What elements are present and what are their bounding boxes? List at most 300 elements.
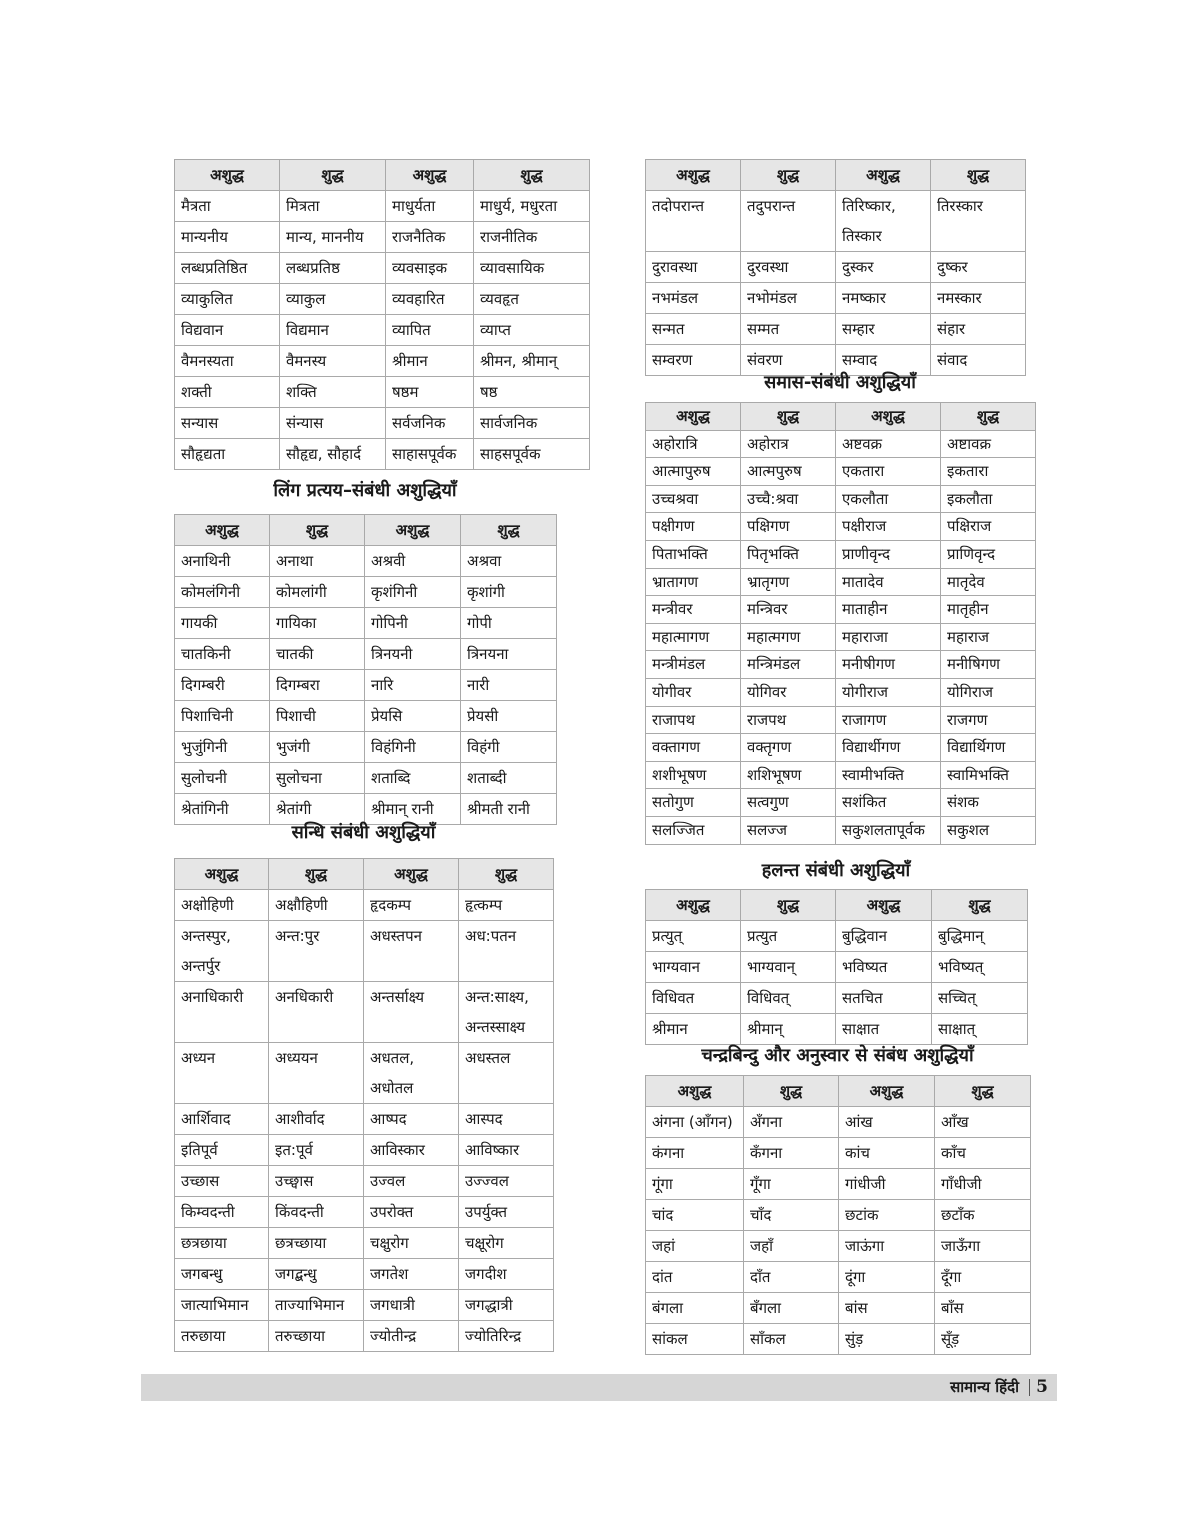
- table-row: [175, 1197, 554, 1228]
- table-cell: सलज्जित: [646, 816, 741, 844]
- column-header: शुद्ध: [461, 515, 557, 546]
- table-cell: श्रेतांगिनी: [175, 794, 270, 825]
- table-cell: अनाथिनी: [175, 546, 270, 577]
- table-cell: महात्मागण: [646, 623, 741, 651]
- table-cell: विद्यार्थिगण: [941, 734, 1036, 762]
- table-cell: अन्त:पुर: [269, 921, 364, 982]
- table-cell: इत:पूर्व: [269, 1135, 364, 1166]
- table-cell: एकतारा: [836, 458, 941, 486]
- table-cell: उच्छास: [175, 1166, 269, 1197]
- table-cell: भ्रातृगण: [741, 568, 836, 596]
- column-header: अशुद्ध: [175, 160, 280, 191]
- table-cell: काँच: [935, 1138, 1031, 1169]
- table-cell: उच्चै:श्रवा: [741, 485, 836, 513]
- table-header-row: [646, 1076, 1031, 1107]
- table-cell: दुरावस्था: [646, 252, 741, 283]
- column-header: शुद्ध: [744, 1076, 839, 1107]
- table-row: [175, 1259, 554, 1290]
- footer-subject: सामान्य हिंदी: [950, 1378, 1019, 1396]
- table-row: [646, 458, 1036, 486]
- column-header: शुद्ध: [741, 403, 836, 431]
- table-cell: बांस: [839, 1293, 935, 1324]
- table-row: [646, 651, 1036, 679]
- table-cell: बुद्धिवान: [836, 921, 932, 952]
- table-cell: उपर्युक्त: [459, 1197, 554, 1228]
- column-header: शुद्ध: [935, 1076, 1031, 1107]
- table-row: [175, 982, 554, 1043]
- table-row: [646, 921, 1028, 952]
- column-header: अशुद्ध: [646, 890, 741, 921]
- table-cell: सम्हार: [836, 314, 931, 345]
- table-cell: छत्रछाया: [175, 1228, 269, 1259]
- table-row: [175, 577, 557, 608]
- table-cell: जात्याभिमान: [175, 1290, 269, 1321]
- column-header: अशुद्ध: [646, 403, 741, 431]
- table-cell: व्यवहृत: [474, 284, 590, 315]
- table-cell: तरुछाया: [175, 1321, 269, 1352]
- table-cell: पक्षिराज: [941, 513, 1036, 541]
- table-cell: अधस्तपन: [364, 921, 459, 982]
- table-cell: संवाद: [931, 345, 1026, 376]
- table-cell: कृशंगिनी: [365, 577, 461, 608]
- table-cell: मन्त्रिवर: [741, 596, 836, 624]
- table-cell: अधस्तल: [459, 1043, 554, 1104]
- table-cell: एकलौता: [836, 485, 941, 513]
- column-header: शुद्ध: [280, 160, 386, 191]
- table-cell: लब्धप्रतिष्ठ: [280, 253, 386, 284]
- table-cell: जगदीश: [459, 1259, 554, 1290]
- table-row: [175, 222, 590, 253]
- table-cell: तदोपरान्त: [646, 191, 741, 252]
- table-row: [175, 701, 557, 732]
- table-cell: अनाथा: [270, 546, 365, 577]
- table-cell: दूंगा: [839, 1262, 935, 1293]
- column-header: अशुद्ध: [364, 859, 459, 890]
- table-cell: श्रीमन, श्रीमान्: [474, 346, 590, 377]
- table-cell: सम्वाद: [836, 345, 931, 376]
- table-cell: कांच: [839, 1138, 935, 1169]
- table-cell: योगीराज: [836, 678, 941, 706]
- table-row: [175, 1166, 554, 1197]
- table-row: [646, 706, 1036, 734]
- table-cell: अनाधिकारी: [175, 982, 269, 1043]
- column-header: अशुद्ध: [836, 890, 932, 921]
- table-cell: ज्योतिरिन्द्र: [459, 1321, 554, 1352]
- table-cell: पक्षीगण: [646, 513, 741, 541]
- table-cell: अष्टावक्र: [941, 430, 1036, 458]
- table-cell: प्रत्युत्: [646, 921, 741, 952]
- table-cell: विद्यवान: [175, 315, 280, 346]
- table-cell: सूँड़: [935, 1324, 1031, 1355]
- table-cell: आर्शिवाद: [175, 1104, 269, 1135]
- table-7: [645, 1075, 1031, 1355]
- table-cell: व्याप्त: [474, 315, 590, 346]
- table-row: [646, 596, 1036, 624]
- table-row: [646, 513, 1036, 541]
- table-cell: चक्षूरोग: [459, 1228, 554, 1259]
- table-cell: सन्यास: [175, 408, 280, 439]
- table-cell: उच्चश्रवा: [646, 485, 741, 513]
- table-row: [646, 983, 1028, 1014]
- table-cell: बंगला: [646, 1293, 744, 1324]
- column-header: अशुद्ध: [646, 160, 741, 191]
- table-header-row: [175, 859, 554, 890]
- table-cell: मन्त्रीवर: [646, 596, 741, 624]
- table-row: [646, 761, 1036, 789]
- table-row: [646, 1107, 1031, 1138]
- table-row: [175, 284, 590, 315]
- table-cell: इतिपूर्व: [175, 1135, 269, 1166]
- table-cell: गोपिनी: [365, 608, 461, 639]
- table-cell: मैत्रता: [175, 191, 280, 222]
- table-cell: अन्त:साक्ष्य, अन्तस्साक्ष्य: [459, 982, 554, 1043]
- table-cell: सुलोचनी: [175, 763, 270, 794]
- table-cell: नभमंडल: [646, 283, 741, 314]
- column-header: अशुद्ध: [175, 515, 270, 546]
- column-header: शुद्ध: [941, 403, 1036, 431]
- table-cell: सम्वरण: [646, 345, 741, 376]
- table-cell: सार्वजनिक: [474, 408, 590, 439]
- column-header: अशुद्ध: [386, 160, 474, 191]
- table-cell: प्रेयसी: [461, 701, 557, 732]
- table-cell: अन्तस्पुर, अन्तर्पुर: [175, 921, 269, 982]
- table-cell: वक्तागण: [646, 734, 741, 762]
- table-cell: विधिवत: [646, 983, 741, 1014]
- section-heading-halant: हलन्त संबंधी अशुद्धियाँ: [761, 860, 911, 881]
- table-cell: हृदकम्प: [364, 890, 459, 921]
- table-row: [646, 623, 1036, 651]
- table-cell: व्याकुलित: [175, 284, 280, 315]
- table-cell: सतचित: [836, 983, 932, 1014]
- table-cell: श्रीमान: [646, 1014, 741, 1045]
- table-cell: माताहीन: [836, 596, 941, 624]
- table-cell: वक्तृगण: [741, 734, 836, 762]
- table-row: [646, 952, 1028, 983]
- table-cell: इकलौता: [941, 485, 1036, 513]
- footer-divider: [1029, 1379, 1030, 1396]
- table-cell: दिगम्बरा: [270, 670, 365, 701]
- table-cell: आविस्कार: [364, 1135, 459, 1166]
- table-cell: दुरवस्था: [741, 252, 836, 283]
- column-header: शुद्ध: [474, 160, 590, 191]
- table-row: [175, 1228, 554, 1259]
- table-cell: अहोरात्र: [741, 430, 836, 458]
- table-row: [646, 430, 1036, 458]
- table-4: [645, 159, 1026, 376]
- table-row: [646, 1014, 1028, 1045]
- table-cell: दिगम्बरी: [175, 670, 270, 701]
- table-cell: त्रिनयनी: [365, 639, 461, 670]
- table-cell: किंवदन्ती: [269, 1197, 364, 1228]
- table-cell: साहसपूर्वक: [474, 439, 590, 470]
- table-cell: चांद: [646, 1200, 744, 1231]
- table-cell: राजागण: [836, 706, 941, 734]
- table-2: [174, 514, 557, 825]
- table-cell: कोमलंगिनी: [175, 577, 270, 608]
- table-cell: उच्छ्वास: [269, 1166, 364, 1197]
- table-row: [175, 608, 557, 639]
- table-cell: सुलोचना: [270, 763, 365, 794]
- table-cell: भविष्यत्: [932, 952, 1028, 983]
- table-cell: मातृदेव: [941, 568, 1036, 596]
- table-cell: अश्रवा: [461, 546, 557, 577]
- table-5: [645, 402, 1036, 845]
- table-1: [174, 159, 590, 470]
- table-cell: दांत: [646, 1262, 744, 1293]
- table-cell: साक्षात्: [932, 1014, 1028, 1045]
- table-cell: मन्त्रीमंडल: [646, 651, 741, 679]
- table-row: [175, 1043, 554, 1104]
- table-row: [175, 670, 557, 701]
- table-cell: शक्ति: [280, 377, 386, 408]
- table-row: [175, 921, 554, 982]
- table-cell: उपरोक्त: [364, 1197, 459, 1228]
- table-cell: भ्रातागण: [646, 568, 741, 596]
- table-cell: बँगला: [744, 1293, 839, 1324]
- table-row: [175, 732, 557, 763]
- table-cell: गाँधीजी: [935, 1169, 1031, 1200]
- table-cell: महाराजा: [836, 623, 941, 651]
- table-cell: विद्यमान: [280, 315, 386, 346]
- table-cell: बाँस: [935, 1293, 1031, 1324]
- table-cell: राजपथ: [741, 706, 836, 734]
- table-row: [175, 639, 557, 670]
- table-cell: शताब्दी: [461, 763, 557, 794]
- table-cell: मान्य, माननीय: [280, 222, 386, 253]
- table-cell: महाराज: [941, 623, 1036, 651]
- table-cell: सर्वजनिक: [386, 408, 474, 439]
- table-cell: अष्टवक्र: [836, 430, 941, 458]
- column-header: अशुद्ध: [836, 403, 941, 431]
- column-header: शुद्ध: [270, 515, 365, 546]
- table-cell: स्वामिभक्ति: [941, 761, 1036, 789]
- table-cell: अध्ययन: [269, 1043, 364, 1104]
- table-cell: नभोमंडल: [741, 283, 836, 314]
- table-row: [646, 1231, 1031, 1262]
- table-cell: अध:पतन: [459, 921, 554, 982]
- table-cell: भुजंगी: [270, 732, 365, 763]
- table-cell: तरुच्छाया: [269, 1321, 364, 1352]
- table-cell: योगिवर: [741, 678, 836, 706]
- table-cell: सत्वगुण: [741, 789, 836, 817]
- column-header: अशुद्ध: [365, 515, 461, 546]
- table-cell: मनीषिगण: [941, 651, 1036, 679]
- table-row: [646, 678, 1036, 706]
- table-cell: अक्षौहिणी: [269, 890, 364, 921]
- table-cell: विद्यार्थीगण: [836, 734, 941, 762]
- table-cell: आशीर्वाद: [269, 1104, 364, 1135]
- table-row: [175, 1135, 554, 1166]
- table-cell: व्यावसायिक: [474, 253, 590, 284]
- table-cell: उज्वल: [364, 1166, 459, 1197]
- table-cell: जगतेश: [364, 1259, 459, 1290]
- table-cell: त्रिनयना: [461, 639, 557, 670]
- table-cell: छटांक: [839, 1200, 935, 1231]
- table-cell: स्वामीभक्ति: [836, 761, 941, 789]
- table-cell: मन्त्रिमंडल: [741, 651, 836, 679]
- table-cell: ज्योतीन्द्र: [364, 1321, 459, 1352]
- table-cell: तिरिष्कार, तिस्कार: [836, 191, 931, 252]
- table-row: [175, 439, 590, 470]
- table-cell: दुस्कर: [836, 252, 931, 283]
- table-cell: गायकी: [175, 608, 270, 639]
- table-row: [646, 485, 1036, 513]
- table-row: [646, 191, 1026, 252]
- column-header: अशुद्ध: [646, 1076, 744, 1107]
- section-heading-ling: लिंग प्रत्यय–संबंधी अशुद्धियाँ: [273, 480, 457, 501]
- table-cell: दूँगा: [935, 1262, 1031, 1293]
- table-row: [646, 1200, 1031, 1231]
- table-cell: गायिका: [270, 608, 365, 639]
- table-row: [175, 191, 590, 222]
- table-cell: संन्यास: [280, 408, 386, 439]
- table-row: [175, 546, 557, 577]
- table-cell: भाग्यवान्: [741, 952, 836, 983]
- table-cell: श्रीमान: [386, 346, 474, 377]
- table-cell: अंगना (आँगन): [646, 1107, 744, 1138]
- table-row: [646, 789, 1036, 817]
- table-row: [175, 377, 590, 408]
- table-cell: आविष्कार: [459, 1135, 554, 1166]
- table-row: [646, 1324, 1031, 1355]
- table-cell: प्राणिवृन्द: [941, 540, 1036, 568]
- table-cell: वैमनस्य: [280, 346, 386, 377]
- section-heading-chandrabindu: चन्द्रबिन्दु और अनुस्वार से संबंध अशुद्धियाँ: [701, 1045, 974, 1066]
- table-cell: लब्धप्रतिष्ठित: [175, 253, 280, 284]
- table-cell: षष्ठ: [474, 377, 590, 408]
- table-row: [175, 315, 590, 346]
- table-row: [175, 1290, 554, 1321]
- table-cell: भविष्यत: [836, 952, 932, 983]
- column-header: अशुद्ध: [175, 859, 269, 890]
- table-cell: विधिवत्: [741, 983, 836, 1014]
- table-cell: सन्मत: [646, 314, 741, 345]
- table-row: [646, 1169, 1031, 1200]
- table-cell: सतोगुण: [646, 789, 741, 817]
- table-header-row: [646, 890, 1028, 921]
- table-cell: विहंगी: [461, 732, 557, 763]
- table-row: [646, 314, 1026, 345]
- table-cell: तदुपरान्त: [741, 191, 836, 252]
- table-cell: भाग्यवान: [646, 952, 741, 983]
- table-header-row: [175, 160, 590, 191]
- table-cell: सांकल: [646, 1324, 744, 1355]
- table-cell: अक्षोहिणी: [175, 890, 269, 921]
- table-cell: संशक: [941, 789, 1036, 817]
- table-cell: दाँत: [744, 1262, 839, 1293]
- table-cell: इकतारा: [941, 458, 1036, 486]
- table-cell: जहां: [646, 1231, 744, 1262]
- table-cell: सशंकित: [836, 789, 941, 817]
- table-cell: नमस्कार: [931, 283, 1026, 314]
- table-cell: दुष्कर: [931, 252, 1026, 283]
- table-cell: मान्यनीय: [175, 222, 280, 253]
- table-cell: माधुर्य, मधुरता: [474, 191, 590, 222]
- table-cell: योगीवर: [646, 678, 741, 706]
- column-header: शुद्ध: [741, 160, 836, 191]
- table-header-row: [646, 160, 1026, 191]
- table-cell: कँगना: [744, 1138, 839, 1169]
- table-cell: ताज्याभिमान: [269, 1290, 364, 1321]
- table-cell: शशिभूषण: [741, 761, 836, 789]
- table-cell: अँगना: [744, 1107, 839, 1138]
- table-cell: जाऊँगा: [935, 1231, 1031, 1262]
- table-3: [174, 858, 554, 1352]
- table-cell: सकुशल: [941, 816, 1036, 844]
- table-cell: व्यापित: [386, 315, 474, 346]
- table-cell: माधुर्यता: [386, 191, 474, 222]
- table-cell: साहासपूर्वक: [386, 439, 474, 470]
- column-header: शुद्ध: [269, 859, 364, 890]
- table-row: [646, 283, 1026, 314]
- table-cell: अन्तर्साक्ष्य: [364, 982, 459, 1043]
- table-row: [175, 408, 590, 439]
- table-cell: चातकिनी: [175, 639, 270, 670]
- table-cell: आष्पद: [364, 1104, 459, 1135]
- table-cell: सच्चित्: [932, 983, 1028, 1014]
- table-cell: अनधिकारी: [269, 982, 364, 1043]
- page-number: 5: [1036, 1377, 1048, 1397]
- table-cell: पिशाची: [270, 701, 365, 732]
- table-cell: श्रीमान्: [741, 1014, 836, 1045]
- table-row: [646, 540, 1036, 568]
- table-cell: सुंड़: [839, 1324, 935, 1355]
- table-cell: आस्पद: [459, 1104, 554, 1135]
- table-row: [175, 346, 590, 377]
- table-cell: कंगना: [646, 1138, 744, 1169]
- table-cell: श्रीमती रानी: [461, 794, 557, 825]
- table-cell: संवरण: [741, 345, 836, 376]
- table-cell: अध्यन: [175, 1043, 269, 1104]
- table-cell: चातकी: [270, 639, 365, 670]
- section-heading-sandhi: सन्धि संबंधी अशुद्धियाँ: [291, 822, 436, 843]
- table-cell: छत्रच्छाया: [269, 1228, 364, 1259]
- table-cell: शताब्दि: [365, 763, 461, 794]
- table-cell: सकुशलतापूर्वक: [836, 816, 941, 844]
- table-cell: नारि: [365, 670, 461, 701]
- column-header: अशुद्ध: [836, 160, 931, 191]
- table-cell: अधतल, अधोतल: [364, 1043, 459, 1104]
- table-cell: प्रत्युत: [741, 921, 836, 952]
- table-cell: पितृभक्ति: [741, 540, 836, 568]
- table-cell: भुजुंगिनी: [175, 732, 270, 763]
- table-cell: श्रीमान् रानी: [365, 794, 461, 825]
- table-cell: साक्षात: [836, 1014, 932, 1045]
- table-cell: व्यवसाइक: [386, 253, 474, 284]
- table-cell: कृशांगी: [461, 577, 557, 608]
- table-cell: महात्मगण: [741, 623, 836, 651]
- table-row: [175, 763, 557, 794]
- table-cell: मनीषीगण: [836, 651, 941, 679]
- table-cell: नमष्कार: [836, 283, 931, 314]
- table-cell: शक्ती: [175, 377, 280, 408]
- table-row: [646, 252, 1026, 283]
- table-cell: जगद्धात्री: [459, 1290, 554, 1321]
- table-cell: योगिराज: [941, 678, 1036, 706]
- table-cell: साँकल: [744, 1324, 839, 1355]
- table-row: [646, 1293, 1031, 1324]
- table-cell: गूंगा: [646, 1169, 744, 1200]
- table-cell: जहाँ: [744, 1231, 839, 1262]
- table-header-row: [646, 403, 1036, 431]
- column-header: शुद्ध: [459, 859, 554, 890]
- table-cell: सौहृद्यता: [175, 439, 280, 470]
- table-cell: मातृहीन: [941, 596, 1036, 624]
- table-cell: गोपी: [461, 608, 557, 639]
- table-cell: पक्षीराज: [836, 513, 941, 541]
- table-cell: आँख: [935, 1107, 1031, 1138]
- table-header-row: [175, 515, 557, 546]
